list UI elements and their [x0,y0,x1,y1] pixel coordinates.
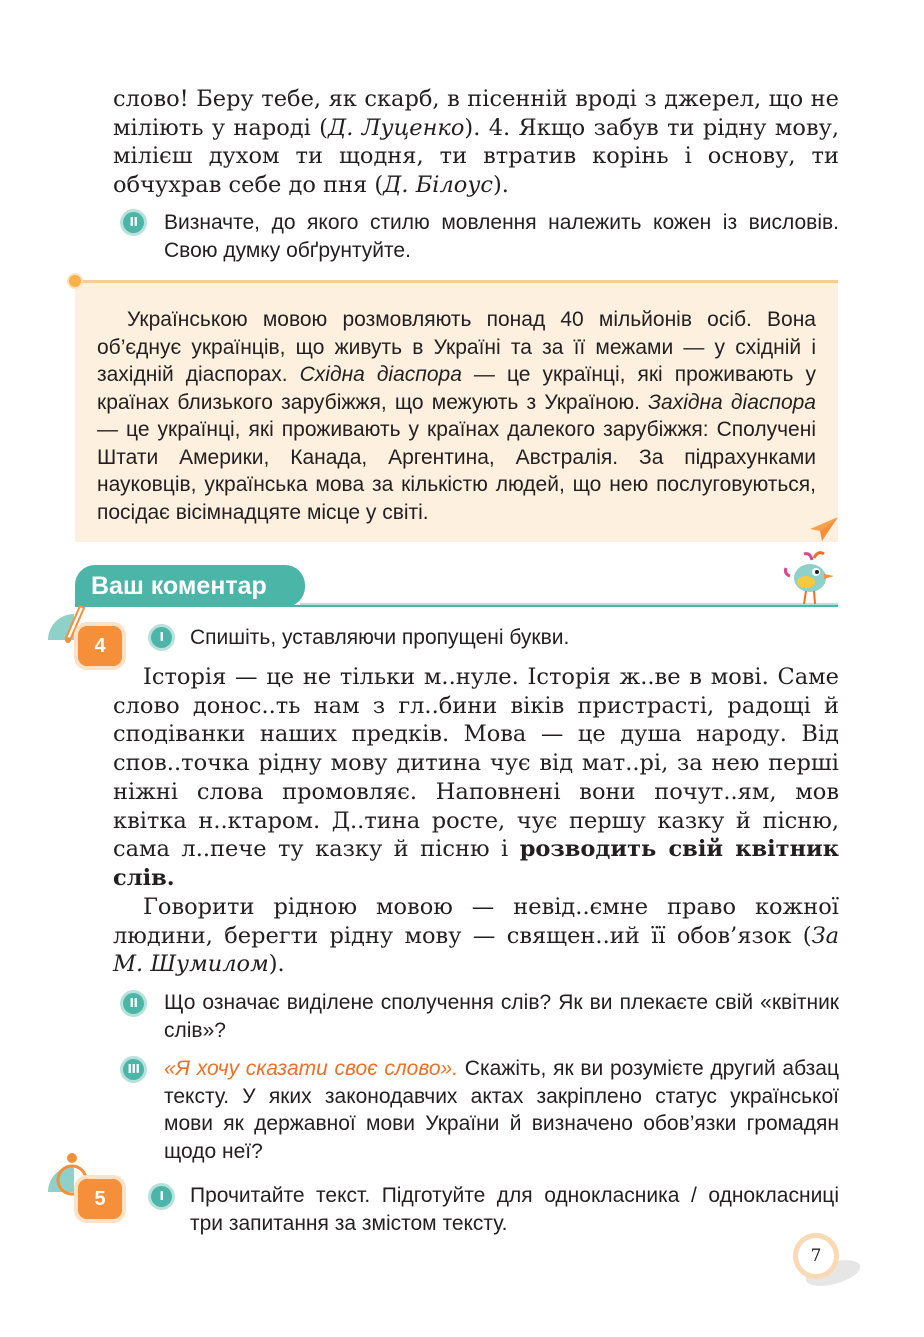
page-number: 7 [793,1233,839,1279]
paragraph-text: слово! Беру тебе, як скарб, в пісенній вроді з джерел, що не міліють у народі ( [113,86,839,141]
term-eastern-diaspora: Східна діаспора [299,363,462,386]
level-badge-i: I [148,624,175,651]
highlighted-phrase: розводить свій квітник слів. [113,836,839,891]
exercise-text-paragraph-2: Говорити рідною мовою — невід..ємне право кожної людини, берегти рідну мову — священ..ий її обов’язок (За М. Шумилом). [113,894,839,978]
bullet-dot-icon [67,273,83,289]
author-name: Д. Білоус [383,172,493,199]
task-instruction: Прочитайте текст. Підготуйте для однокласника / однокласниці три запитання за змістом тексту. [190,1184,839,1235]
level-badge-ii: II [120,990,147,1017]
task-number-4: 4 [78,626,122,666]
poem-paragraph [113,85,839,200]
term-western-diaspora: Західна діаспора [648,390,816,414]
paragraph-text: ). [493,172,509,199]
task-instruction: Визначте, до якого стилю мовлення належить кожен із висловів. Свою думку обґрунтуйте. [164,211,839,262]
level-badge-ii: II [120,209,147,236]
info-box-border [75,280,838,283]
exercise-text-paragraph-1: Історія — це не тільки м..нуле. Історія ж..ве в мові. Саме слово донос..ть нам з гл..бини віків пристрасті, радощі й сподіванки наших предків. Мова — це душа народу. Від спов..точка рідну мову дитина чує від мат..рі, за нею перші ніжні слова промовляє. Наповнені вони почут..ям, мов квітка н..ктаром. Д..тина росте, чує першу казку й пісню, сама л..пече ту казку й пісню і розводить свій квітник слів. [113,664,839,891]
section-header: Ваш коментар [75,565,305,607]
author-name: Д. Луценко [327,114,465,141]
task-question: «Я хочу сказати своє слово». Скажіть, як ви розумієте другий абзац тексту. У яких законодавчих актах закріплено статус української мови як державної мови України й визначено обов’язки громадян щодо неї? [164,1057,839,1163]
info-box-text: Українською мовою розмовляють понад 40 мільйонів осіб. Вона об’єднує українців, що живуть в Україні та за її межами — у східній і західній діаспорах. Східна діаспора — це українці, які проживають у країнах близького зарубіжжя, що межують з Україною. Західна діаспора — це українці, які проживають у країнах далекого зарубіжжя: Сполучені Штати Америки, Канада, Аргентина, Австралія. За підрахунками науковців, українська мова за кількістю людей, що нею послуговуються, посідає вісімнадцяте місце у світі. [97,308,816,524]
level-badge-iii: III [120,1056,147,1083]
level-badge-i: I [148,1183,175,1210]
task-instruction: Спишіть, уставляючи пропущені букви. [190,626,570,649]
author-name: За М. Шумилом [113,922,839,978]
paper-plane-icon [808,515,840,543]
task-question: Що означає виділене сполучення слів? Як ви плекаєте свій «квітник слів»? [164,991,839,1042]
quote-heading: «Я хочу сказати своє слово». [164,1057,459,1080]
paragraph-text: ). 4. Якщо забув ти рідну мову, мілієш духом ти щодня, ти втратив корінь і основу, ти обчухрав себе до пня ( [113,114,840,199]
bird-icon [784,548,840,608]
task-number-5: 5 [78,1179,122,1219]
